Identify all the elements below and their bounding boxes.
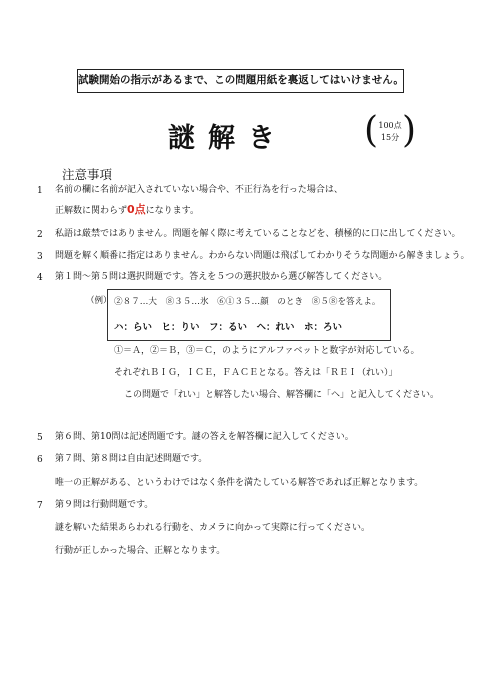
item-number: 2 bbox=[37, 230, 43, 240]
item-text-post: になります。 bbox=[145, 206, 199, 216]
item-text: 謎を解いた結果あらわれる行動を、カメラに向かって実際に行ってください。 bbox=[55, 523, 371, 533]
example-explanation: それぞれＢＩＧ，ＩＣＥ，ＦＡＣＥとなる。答えは「ＲＥＩ（れい）」 bbox=[114, 368, 398, 378]
item-number: 5 bbox=[37, 433, 43, 443]
item-text: 第１問〜第５問は選択問題です。答えを５つの選択肢から選び解答してください。 bbox=[55, 272, 388, 282]
score-points: 100点 bbox=[378, 121, 402, 130]
item-number: 6 bbox=[37, 455, 43, 465]
item-text: 唯一の正解がある、というわけではなく条件を満たしている解答であれば正解となります。 bbox=[55, 478, 424, 488]
zero-points-emphasis: 0点 bbox=[127, 203, 146, 216]
notice-banner: 試験開始の指示があるまで、この問題用紙を裏返してはいけません。 bbox=[77, 69, 404, 93]
item-text: 行動が正しかった場合、正解となります。 bbox=[55, 546, 226, 556]
score-time: 15分 bbox=[380, 133, 400, 142]
item-text: 第６問、第10問は記述問題です。謎の答えを解答欄に記入してください。 bbox=[55, 432, 354, 442]
item-text: 第７問、第８問は自由記述問題です。 bbox=[55, 454, 208, 464]
example-choices-row: ハ：らい ヒ：りい フ：るい ヘ：れい ホ：ろい bbox=[114, 322, 343, 333]
item-text: 問題を解く順番に指定はありません。わからない問題は飛ばしてわかりそうな問題から解きましょう。 bbox=[55, 251, 470, 261]
right-paren: ) bbox=[401, 110, 416, 151]
item-text-line2 bbox=[55, 204, 199, 217]
item-number: 1 bbox=[37, 186, 43, 196]
example-cipher-row: ②８７…大 ⑧３５…氷 ⑥①３５…顔 のとき ⑧５⑧を答えよ。 bbox=[114, 297, 381, 307]
item-number: 4 bbox=[37, 273, 43, 283]
page-title: 謎解き bbox=[168, 123, 288, 154]
item-text: 第９問は行動問題です。 bbox=[55, 500, 154, 510]
score-bracket bbox=[364, 110, 416, 151]
example-explanation: この問題で「れい」と解答したい場合、解答欄に「ヘ」と記入してください。 bbox=[124, 390, 440, 400]
item-text: 名前の欄に名前が記入されていない場合や、不正行為を行った場合は、 bbox=[55, 185, 343, 195]
item-number: 7 bbox=[37, 501, 43, 511]
example-explanation: ①＝Ａ，②＝Ｂ，③＝Ｃ，のようにアルファベットと数字が対応している。 bbox=[114, 346, 420, 356]
section-title: 注意事項 bbox=[62, 167, 113, 182]
example-label: （例） bbox=[86, 296, 112, 306]
item-number: 3 bbox=[37, 252, 43, 262]
left-paren: ( bbox=[364, 110, 379, 151]
item-text-pre: 正解数に関わらず bbox=[55, 206, 128, 216]
item-text: 私語は厳禁ではありません。問題を解く際に考えていることなどを、積極的に口に出してください。 bbox=[55, 229, 461, 239]
